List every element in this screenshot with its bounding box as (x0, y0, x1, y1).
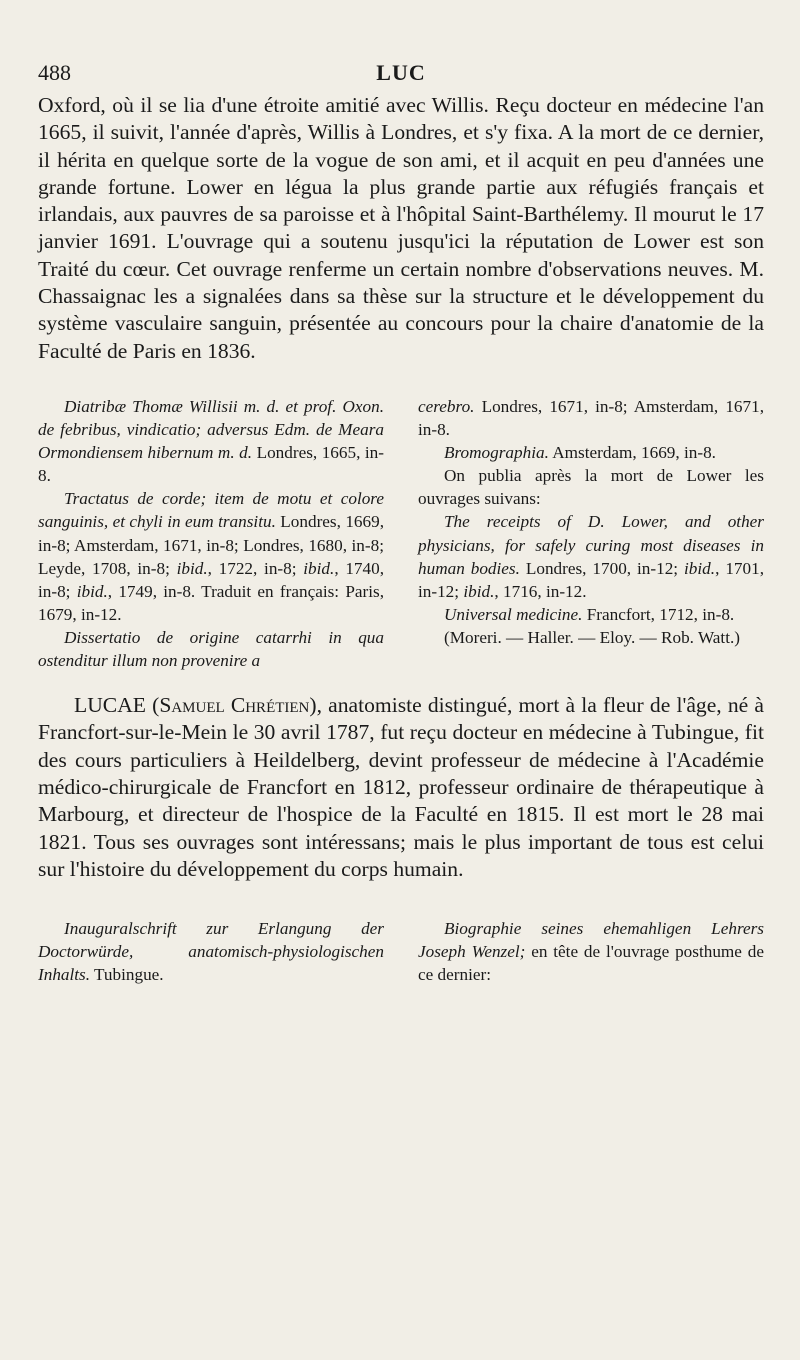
biblio-item (418, 395, 764, 441)
lower-bibliography-left (38, 395, 384, 672)
lucae-bibliography-left (38, 917, 384, 986)
biblio-ibid: ibid. (176, 558, 208, 578)
biblio-details: , 1740, in-8; (38, 558, 385, 601)
biblio-details: Londres, 1700, in-12; (519, 558, 685, 578)
biblio-details: , 1701, in-12; (418, 558, 764, 601)
biblio-ibid: ibid. (684, 558, 716, 578)
biblio-item (38, 395, 384, 487)
biblio-sources: (Moreri. — Haller. — Eloy. — Rob. Watt.) (444, 627, 741, 647)
biblio-details: en tête de l'ouvrage posthume de ce dernier: (418, 942, 764, 985)
page (38, 58, 764, 986)
lucae-entry-text: , anatomiste distingué, mort à la fleur de l'âge, né à Francfort-sur-le-Mein le 30 avril 1787, fut reçu docteur en médecine à Tubingue, fit des cours particuliers à Heildelberg, devint professeur de médecine à l'Académie médico-chirurgicale de Francfort en 1812, professeur ordinaire de thérapeutique à Marbourg, et directeur de l'hospice de la Faculté en 1815. Il est mort le 28 mai 1821. Tous ses ouvrages sont intéressans; mais le plus important de tous est celui sur l'histoire du développement du corps humain. (38, 693, 764, 881)
biblio-details: Londres, 1665, in-8. (38, 443, 384, 486)
biblio-item (418, 441, 764, 464)
biblio-item (418, 917, 764, 986)
biblio-ibid: ibid. (76, 581, 108, 601)
entry-given-names: (Samuel Chrétien) (152, 693, 317, 718)
running-head: LUC (376, 60, 426, 85)
biblio-details: , 1749, in-8. Traduit en français: Paris, 1679, in-12. (38, 581, 384, 624)
lucae-bibliography-right (418, 917, 764, 986)
lower-bibliography (38, 395, 764, 672)
biblio-details: Francfort, 1712, in-8. (582, 604, 735, 624)
page-number: 488 (38, 60, 71, 85)
biblio-title: The receipts of D. Lower, and other physicians, for safely curing most diseases in human bodies. (418, 512, 764, 578)
biblio-details: Londres, 1669, in-8; Amsterdam, 1671, in-8; Londres, 1680, in-8; Leyde, 1708, in-8; (38, 512, 384, 578)
biblio-ibid: ibid. (463, 581, 495, 601)
page-header (38, 58, 764, 92)
biblio-title: cerebro. (418, 396, 475, 416)
biblio-details: , 1722, in-8; (207, 558, 304, 578)
biblio-details: Amsterdam, 1669, in-8. (548, 443, 716, 463)
biblio-title: Diatribæ Thomæ Willisii m. d. et prof. Oxon. de febribus, vindicatio; adversus Edm. de Meara Ormondiensem hibernum m. d. (38, 396, 384, 463)
lower-bibliography-right (418, 395, 764, 672)
biblio-item (38, 626, 384, 672)
biblio-item (418, 510, 764, 602)
biblio-item (38, 487, 384, 626)
biblio-title: Biographie seines ehemahligen Lehrers Joseph Wenzel; (418, 919, 764, 962)
biblio-details: Tubingue. (90, 965, 164, 985)
lucae-bibliography (38, 917, 764, 986)
entry-headword: LUCAE (74, 693, 146, 718)
biblio-item (418, 603, 764, 626)
biblio-title: Universal medicine. (444, 604, 583, 624)
biblio-item (38, 917, 384, 986)
lucae-entry (38, 692, 764, 883)
biblio-details: , 1716, in-12. (494, 581, 587, 601)
biblio-title: Dissertatio de origine catarrhi in qua ostenditur illum non provenire a (38, 627, 384, 670)
lower-entry-text: Oxford, où il se lia d'une étroite amitié avec Willis. Reçu docteur en médecine l'an 1665, il suivit, l'année d'après, Willis à Londres, et s'y fixa. A la mort de ce dernier, il hérita en quelque sorte de la vogue de son ami, et il acquit en peu d'années une grande fortune. Lower en légua la plus grande partie aux réfugiés français et irlandais, aux pauvres de sa paroisse et à l'hôpital Saint-Barthélemy. Il mourut le 17 janvier 1691. L'ouvrage qui a soutenu jusqu'ici la réputation de Lower est son Traité du cœur. Cet ouvrage renferme un certain nombre d'observations neuves. M. Chassaignac les a signalées dans sa thèse sur la structure et le développement du système vasculaire sanguin, présentée au concours pour la chaire d'anatomie de la Faculté de Paris en 1836. (38, 93, 764, 363)
biblio-details: Londres, 1671, in-8; Amsterdam, 1671, in-8. (418, 396, 764, 440)
biblio-title: Inauguralschrift zur Erlangung der Doctorwürde, anatomisch-physiologischen Inhalts. (38, 919, 384, 985)
biblio-ibid: ibid. (303, 558, 335, 578)
biblio-title: Tractatus de corde; item de motu et colore sanguinis, et chyli in eum transitu. (38, 489, 384, 532)
biblio-title: Bromographia. (444, 443, 549, 463)
biblio-note: On publia après la mort de Lower les ouvrages suivans: (418, 466, 764, 509)
